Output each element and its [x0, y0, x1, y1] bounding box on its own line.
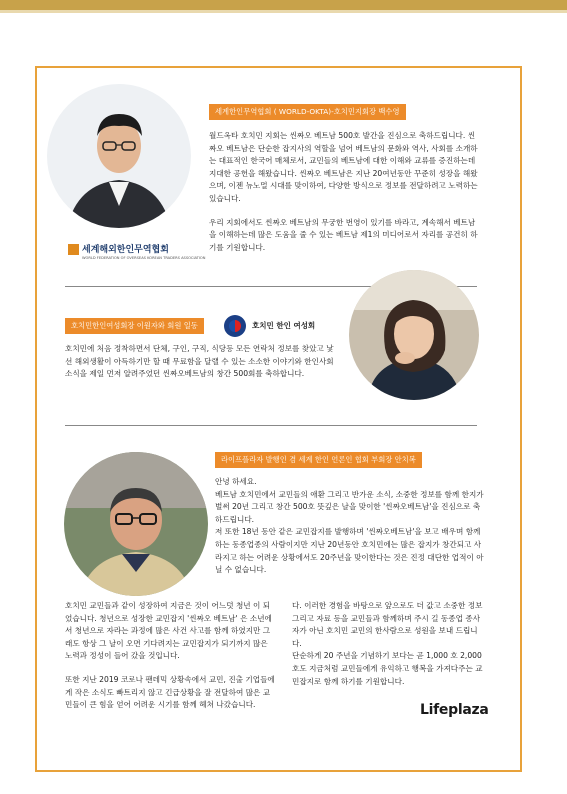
- section3-col-left: [65, 600, 277, 712]
- section1-body: [209, 130, 481, 254]
- okta-logo-mark: [68, 244, 79, 255]
- section3-intro-2: 베트남 호치민에서 교민들의 애환 그리고 반가운 소식, 소중한 정보를 함께 한지가 벌써 20년 그리고 창간 500호 뜻깊은 날을 맞이한 '씬짜오베트남'을 진심으로 축하드립니다.: [215, 489, 484, 524]
- section2-badge: 호치민한인여성회장 이원자와 회원 일동: [65, 318, 204, 334]
- section1-paragraph-2: 우리 지회에서도 씬짜오 베트남의 무궁한 번영이 있기를 바라고, 계속해서 베트남을 이해하는데 많은 도움을 줄 수 있는 베트남 제1의 미디어로서 자리를 공건히 하기를 기원합니다.: [209, 217, 478, 252]
- womens-association-emblem-icon: [224, 315, 246, 337]
- okta-logo-subtext: WORLD FEDERATION OF OVERSEAS KOREAN TRADERS ASSOCIATION: [82, 256, 206, 260]
- lifeplaza-brand-logo: Lifeplaza: [420, 702, 489, 718]
- okta-logo: [68, 242, 205, 260]
- section1-badge: 세계한인무역협회 ( WORLD-OKTA)-호치민지회장 백수영: [209, 104, 406, 120]
- section3-intro-3: 저 또한 18년 동안 같은 교민잡지를 발행하며 '씬짜오베트남'을 보고 배우며 함께 하는 동종업종의 사람이지만 지난 20년동안 호치민에는 많은 잡지가 창간되고 사라지고 하는 어려운 상황에서도 20주년을 맞이한다는 것은 진정 대단한 업적이 아닐 수 없습니다.: [215, 527, 484, 575]
- section1-paragraph-1: 월드옥타 호치민 지회는 씬짜오 베트남 500호 발간을 진심으로 축하드립니다. 씬짜오 베트남은 단순한 잡지사의 역할을 넘어 베트남의 문화와 역사, 사회를 소개하는 대표적인 한국어 매체로서, 교민들의 베트남에 대한 이해와 교류를 증진하는데 지대한 공헌을 해왔습니다. 씬짜오 베트남은 지난 20여년동안 꾸준히 성장을 해왔으며, 이젠 뉴노멀 시대를 맞이하여, 다양한 방식으로 정보를 전달하려고 노력하는 있습니다.: [209, 131, 478, 203]
- section3-badge: 라이프플라자 발행인 겸 세계 한인 언론인 협회 부회장 안치복: [215, 452, 422, 468]
- okta-logo-text: 세계해외한인무역협회: [82, 245, 169, 255]
- section3-right-1: 다. 이러한 경험을 바탕으로 앞으로도 더 값고 소중한 정보 그리고 자료 등을 교민들과 함께하며 주시 길 동종업 종사자가 아닌 호치민 교민의 한사람으로 성원을 보내 드립니다.: [292, 601, 483, 648]
- section3-left-2: 또한 지난 2019 코로나 팬데믹 상황속에서 교민, 진출 기업들에게 작은 소식도 빠트리지 않고 긴급상황을 잘 전달하여 많은 교민들이 큰 힘을 얻어 어려운 시기를 함께 헤쳐 나갔습니다.: [65, 674, 275, 710]
- divider-2: [65, 425, 477, 426]
- top-decor-bar: [0, 0, 567, 10]
- section3-col-right: [292, 600, 486, 688]
- portrait-photo-3: [64, 452, 208, 596]
- emblem-label: 호치민 한인 여성회: [252, 321, 316, 330]
- section3-intro: [215, 476, 485, 577]
- section3-intro-1: 안녕 하세요.: [215, 477, 257, 486]
- section2-body: 호치민에 처음 정착하면서 단체, 구인, 구직, 식당등 모든 연락처 정보를 찾았고 낯선 해외생활이 아득하기만 할 때 무료함을 달랠 수 있는 소소한 이야기와 한인사회 소식을 제일 먼저 알려주었던 씬짜오베트남의 창간 500회를 축하합니다.: [65, 344, 334, 379]
- section3-left-1: 호치민 교민들과 같이 성장하여 지금은 것이 어느덧 청년 이 되었습니다. 청년으로 성장한 교민잡지 '씬짜오 베트남' 은 소년에서 청년으로 자라는 과정에 많은 사건 사고를 함께 하였지만 그래도 항상 그 날이 오면 기다려지는 교민잡지가 되기까지 많은 노력과 정성이 들어 갔을 것입니다.: [65, 601, 272, 661]
- portrait-photo-2: [349, 270, 479, 400]
- portrait-photo-1: [47, 84, 191, 228]
- top-decor-strip: [0, 10, 567, 13]
- section3-right-2: 단순하게 20 주년을 기념하기 보다는 곧 1,000 호 2,000호도 지금처럼 교민들에게 유익하고 행복을 가져다주는 교민잡지로 함께 하기를 기원합니다.: [292, 651, 483, 686]
